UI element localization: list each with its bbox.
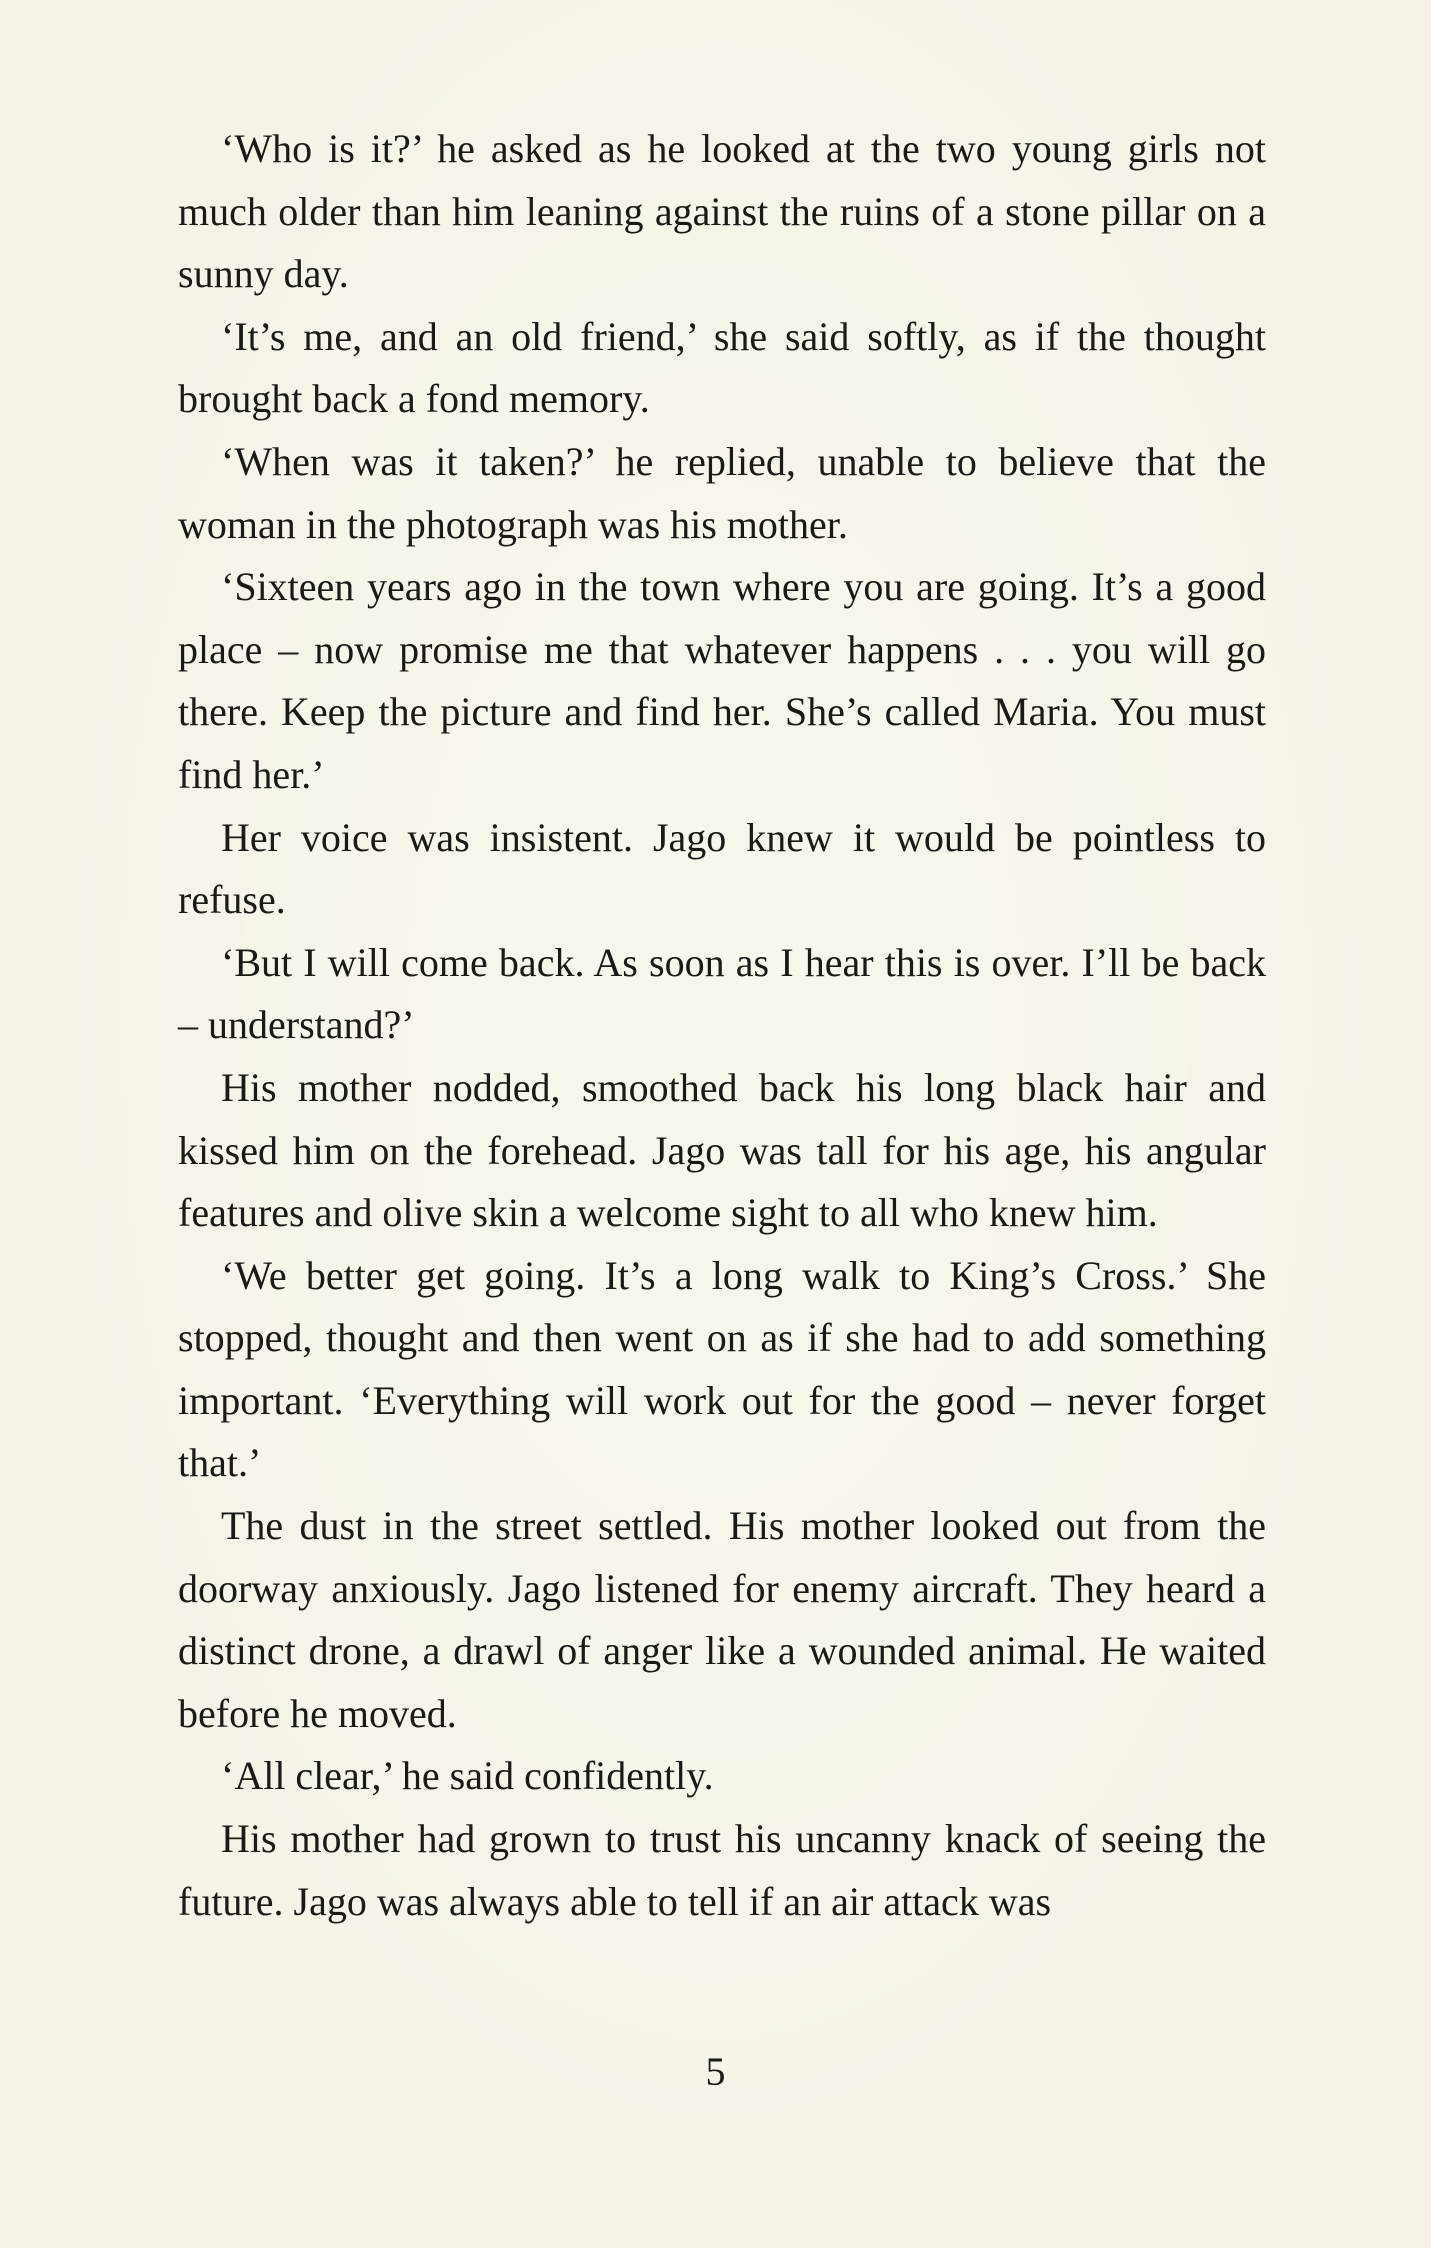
- paragraph: His mother nodded, smoothed back his long black hair and kissed him on the forehead. Jago was tall for his age, his angular features and olive skin a welcome sight to all who knew him.: [178, 1064, 1266, 1236]
- body-text: [178, 118, 1266, 1933]
- paragraph: Her voice was insistent. Jago knew it would be pointless to refuse.: [178, 814, 1266, 923]
- page-number: 5: [705, 2049, 726, 2094]
- paragraph: ‘We better get going. It’s a long walk to King’s Cross.’ She stopped, thought and then went on as if she had to add something important. ‘Everything will work out for the good – never forget that.’: [178, 1252, 1266, 1486]
- paragraph: His mother had grown to trust his uncanny knack of seeing the future. Jago was always able to tell if an air attack was: [178, 1816, 1266, 1924]
- paragraph: ‘When was it taken?’ he replied, unable to believe that the woman in the photograph was his mother.: [178, 438, 1266, 547]
- paragraph: ‘Sixteen years ago in the town where you are going. It’s a good place – now promise me that whatever happens . . . you will go there. Keep the picture and find her. She’s called Maria. You must find her.’: [178, 564, 1266, 797]
- paragraph: ‘It’s me, and an old friend,’ she said softly, as if the thought brought back a fond memory.: [178, 313, 1266, 422]
- paragraph: ‘Who is it?’ he asked as he looked at the two young girls not much older than him leaning against the ruins of a stone pillar on a sunny day.: [178, 126, 1266, 297]
- paragraph: ‘All clear,’ he said confidently.: [221, 1753, 714, 1799]
- paragraph: The dust in the street settled. His mother looked out from the doorway anxiously. Jago listened for enemy aircraft. They heard a distinct drone, a drawl of anger like a wounded animal. He waited before he moved.: [178, 1503, 1266, 1736]
- paragraph: ‘But I will come back. As soon as I hear this is over. I’ll be back – understand?’: [178, 939, 1266, 1048]
